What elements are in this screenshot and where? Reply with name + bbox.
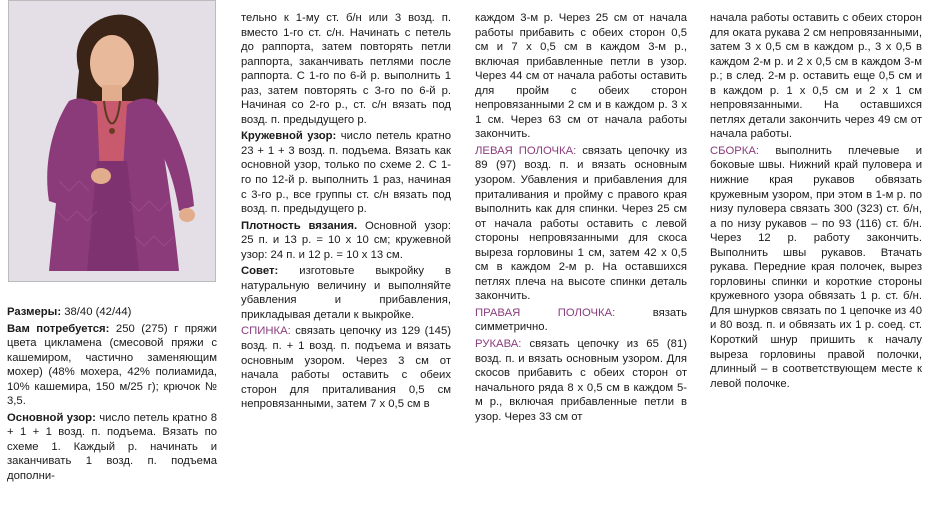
assembly-text: выполнить плечевые и боковые швы. Нижний край пуловера и нижние края рукавов обвязать кружевным узором, при этом в 1-м р. по низу пуловера связать 300 (323) ст. б/н, а по низу рукавов – по 93 (116) ст. б/н. Через 12 р. работу закончить. Выполнить швы рукавов. Втачать рукава. Передние края полочек, вырез горловины спинки и короткие стороны кружевного узора обвязать 1 р. ст. б/н. Для шнурков связать по 1 цепочке из 40 и 80 возд. п. и обвязать их 1 р. соед. ст. Короткий шнур пришить к началу выреза горловины правой полочки, длинный – в соответствующем месте к левой полочке. <box>710 144 922 390</box>
back-continuation: каждом 3-м р. Через 25 см от начала работы прибавить с обеих сторон 0,5 см и 7 х 0,5 см в каждом 3-м р., включая прибавленные петли в узор. Через 44 см от начала работы оставить для пройм с обеих сторон непровязанными 2 см и в каждом р. 3 х 1 см. Через 63 см от начала работы закончить. <box>475 12 687 141</box>
sleeves-continuation: начала работы оставить с обеих сторон для оката рукава 2 см непровязанными, затем 3 х 0,5 см в каждом р., 3 х 0,5 в каждом 2-м р. и 2 х 0,5 см в каждом 3-м р.; в след. 2-м р. оставить еще 0,5 см и в каждом р. 1 х 0,5 см и 2 х 1 см непровязанными. На оставшихся петлях детали закончить через 49 см от начала работы. <box>710 12 922 141</box>
text-column-1 <box>7 305 217 486</box>
tip-paragraph <box>241 264 451 322</box>
text-column-2 <box>241 11 451 414</box>
materials-text: 250 (275) г пряжи цвета цикламена (смесовой пряжи с кашемиром, частично заменяющим мохер) (48% мохера, 42% полиамида, 10% кашемира, 150 м/25 г); крючок № 3,5. <box>7 322 217 408</box>
lace-pattern-paragraph <box>241 129 451 216</box>
model-illustration <box>9 1 215 281</box>
text-column-4 <box>710 11 922 393</box>
text-column-3 <box>475 11 687 426</box>
left-front-heading: ЛЕВАЯ ПОЛОЧКА: <box>475 144 577 157</box>
tip-text: изготовьте выкройку в натуральную величину и выполняйте убавления и прибавления, прикладывая детали к выкройке. <box>241 265 451 321</box>
gauge-label: Плотность вязания. <box>241 219 358 232</box>
materials-label: Вам потребуется: <box>7 322 110 335</box>
left-front-text: связать цепочку из 89 (97) возд. п. и вязать основным узором. Убавления и прибавления для приталивания и пройму с правого края выполнить как для спинки. Через 25 см от начала работы оставить с левой стороны непровязанными для скоса выреза горловины 1 см, затем 42 х 0,5 см в каждом 2-м р. На оставшихся петлях плеча на высоте спинки деталь закончить. <box>475 144 687 303</box>
right-front-paragraph <box>475 306 687 335</box>
model-photo <box>8 0 216 282</box>
main-pattern-text: число петель кратно 8 + 1 + 1 возд. п. подъема. Вязать по схеме 1. Каждый р. начинать и заканчивать 1 возд. п. подъема дополни- <box>7 411 217 483</box>
gauge-text: Основной узор: 25 п. и 13 р. = 10 х 10 см; кружевной узор: 24 п. и 12 р. = 10 х 13 см. <box>241 219 451 261</box>
lace-pattern-text: число петель кратно 23 + 1 + 3 возд. п. подъема. Вязать как основной узор, только по схеме 2. С 1-го по 12-й р. выполнить 1 раз, начиная с 3-го р., все группы ст. с/н вязать под возд. п. предыдущего р. <box>241 130 451 216</box>
right-front-text: вязать симметрично. <box>475 306 687 334</box>
sizes-paragraph <box>7 305 217 320</box>
back-text: связать цепочку из 129 (145) возд. п. + 1 возд. п. подъема и вязать основным узором. Через 3 см от начала работы оставить с обеих сторон для приталивания 0,5 см непровязанными, затем 7 х 0,5 см в <box>241 325 451 411</box>
assembly-paragraph <box>710 144 922 391</box>
sizes-text: 38/40 (42/44) <box>61 306 132 318</box>
tip-label: Совет: <box>241 265 279 278</box>
sizes-label: Размеры: <box>7 306 62 318</box>
sleeves-heading: РУКАВА: <box>475 338 522 351</box>
main-pattern-label: Основной узор: <box>7 411 96 424</box>
assembly-heading: СБОРКА: <box>710 144 760 157</box>
materials-paragraph <box>7 322 217 409</box>
main-pattern-paragraph <box>7 411 217 484</box>
back-paragraph <box>241 324 451 411</box>
sleeves-text: связать цепочку из 65 (81) возд. п. и вязать основным узором. Для скосов прибавить с обеих сторон от начального ряда 8 х 0,5 см в каждом 5-м р., включая прибавленные петли в узор. Через 33 см от <box>475 338 687 423</box>
left-front-paragraph <box>475 144 687 304</box>
right-front-heading: ПРАВАЯ ПОЛОЧКА: <box>475 306 616 319</box>
gauge-paragraph <box>241 219 451 263</box>
pattern-continuation: тельно к 1-му ст. б/н или 3 возд. п. вместо 1-го ст. с/н. Начинать с петель до раппорта, затем повторять петли раппорта, заканчивать петлями после раппорта. С 1-го по 6-й р. выполнить 1 раз, затем повторять с 3-го по 6-й р. Начиная со 2-го р., ст. с/н вязать под возд. п. предыдущего р. <box>241 12 451 126</box>
back-heading: СПИНКА: <box>241 325 291 338</box>
sleeves-paragraph <box>475 337 687 424</box>
lace-pattern-label: Кружевной узор: <box>241 130 337 143</box>
